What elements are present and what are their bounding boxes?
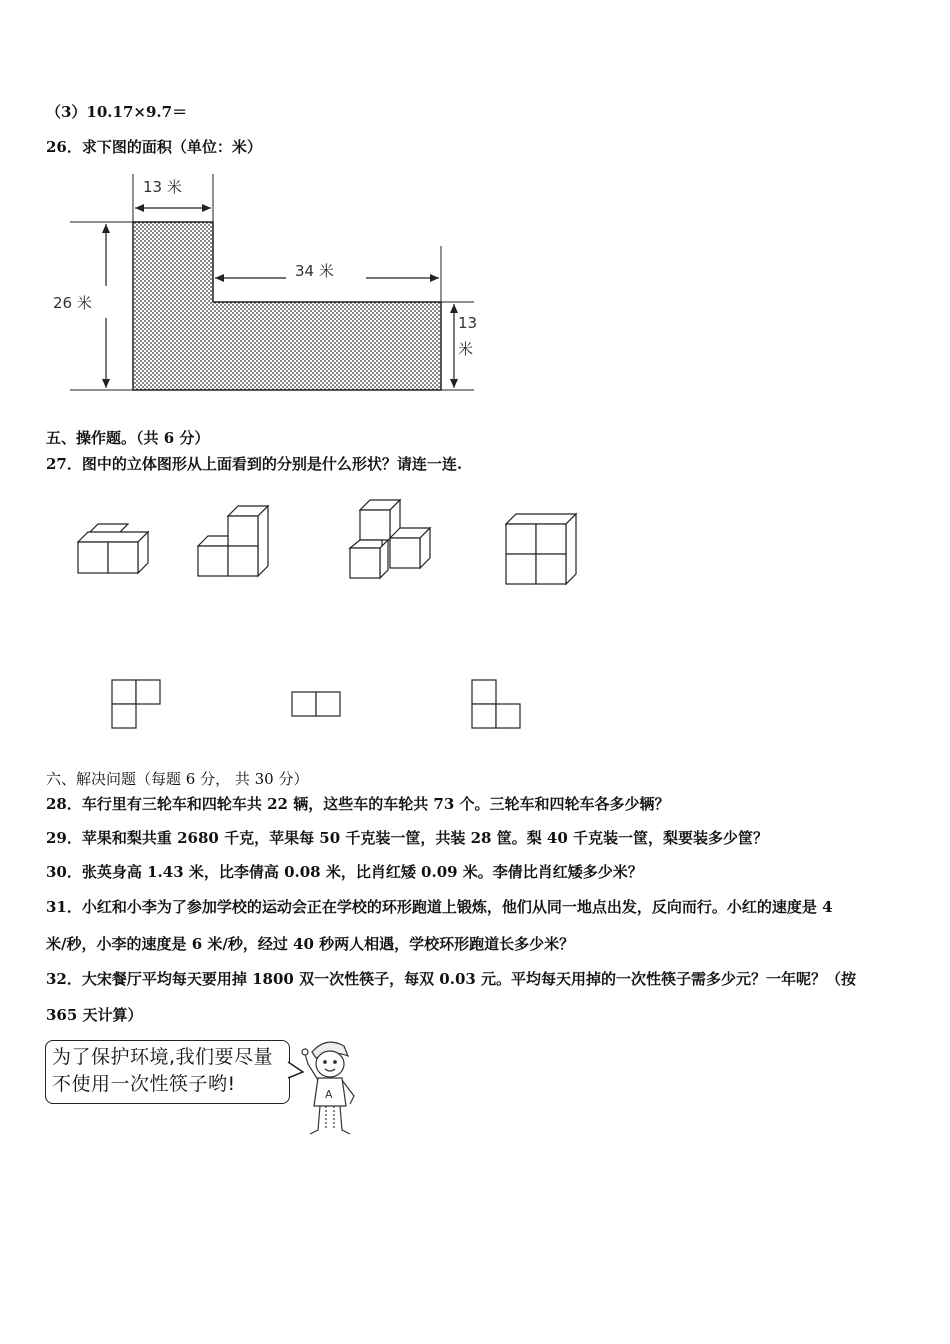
section5-title: 五、操作题。（共 6 分）: [46, 429, 210, 447]
q32-line2: 365 天计算）: [46, 1006, 143, 1024]
l-shape: [133, 222, 441, 390]
speech-bubble: [45, 1040, 290, 1104]
q32-line1: 32．大宋餐厅平均每天要用掉 1800 双一次性筷子，每双 0.03 元。平均每天用掉的一次性筷子需多少元？一年呢？（按: [46, 970, 857, 988]
speech-line-2: 不使用一次性筷子哟!: [52, 1073, 236, 1095]
svg-text:A: A: [325, 1088, 333, 1101]
solid-2: [198, 506, 268, 576]
q31-line1: 31．小红和小李为了参加学校的运动会正在学校的环形跑道上锻炼，他们从同一地点出发，反向而行。小红的速度是 4: [46, 898, 833, 916]
q30-text: 30．张英身高 1.43 米，比李倩高 0.08 米，比肖红矮 0.09 米。李倩比肖红矮多少米？: [46, 863, 643, 881]
q26-title: 26．求下图的面积（单位：米）: [46, 138, 262, 156]
q28-text: 28．车行里有三轮车和四轮车共 22 辆，这些车的车轮共 73 个。三轮车和四轮车各多少辆？: [46, 795, 670, 813]
label-left-height: 26 米: [53, 294, 92, 312]
top-view-2: [292, 692, 340, 716]
label-top-width: 13 米: [143, 178, 182, 196]
top-view-1: [112, 680, 160, 728]
q29-text: 29．苹果和梨共重 2680 千克，苹果每 50 千克装一筐，共装 28 筐。梨 40 千克装一筐，梨要装多少筐？: [46, 829, 769, 847]
label-right-height-unit: 米: [458, 340, 474, 358]
solid-4: [506, 514, 576, 584]
l-shape-figure: [40, 168, 480, 400]
q31-line2: 米/秒，小李的速度是 6 米/秒，经过 40 秒两人相遇，学校环形跑道长多少米？: [46, 935, 575, 953]
label-right-height-num: 13: [458, 314, 478, 332]
solid-3: [350, 500, 430, 578]
solid-1: [78, 524, 148, 573]
top-view-3: [472, 680, 520, 728]
q25-part3: （3）10.17×9.7＝: [46, 103, 188, 121]
label-middle-width: 34 米: [295, 262, 334, 280]
cartoon-boy-icon: [296, 1034, 366, 1138]
q27-text: 27．图中的立体图形从上面看到的分别是什么形状？请连一连.: [46, 455, 463, 473]
section6-title: 六、解决问题（每题 6 分， 共 30 分）: [46, 770, 309, 788]
speech-line-1: 为了保护环境,我们要尽量: [52, 1046, 274, 1068]
q27-figures: [70, 490, 600, 750]
